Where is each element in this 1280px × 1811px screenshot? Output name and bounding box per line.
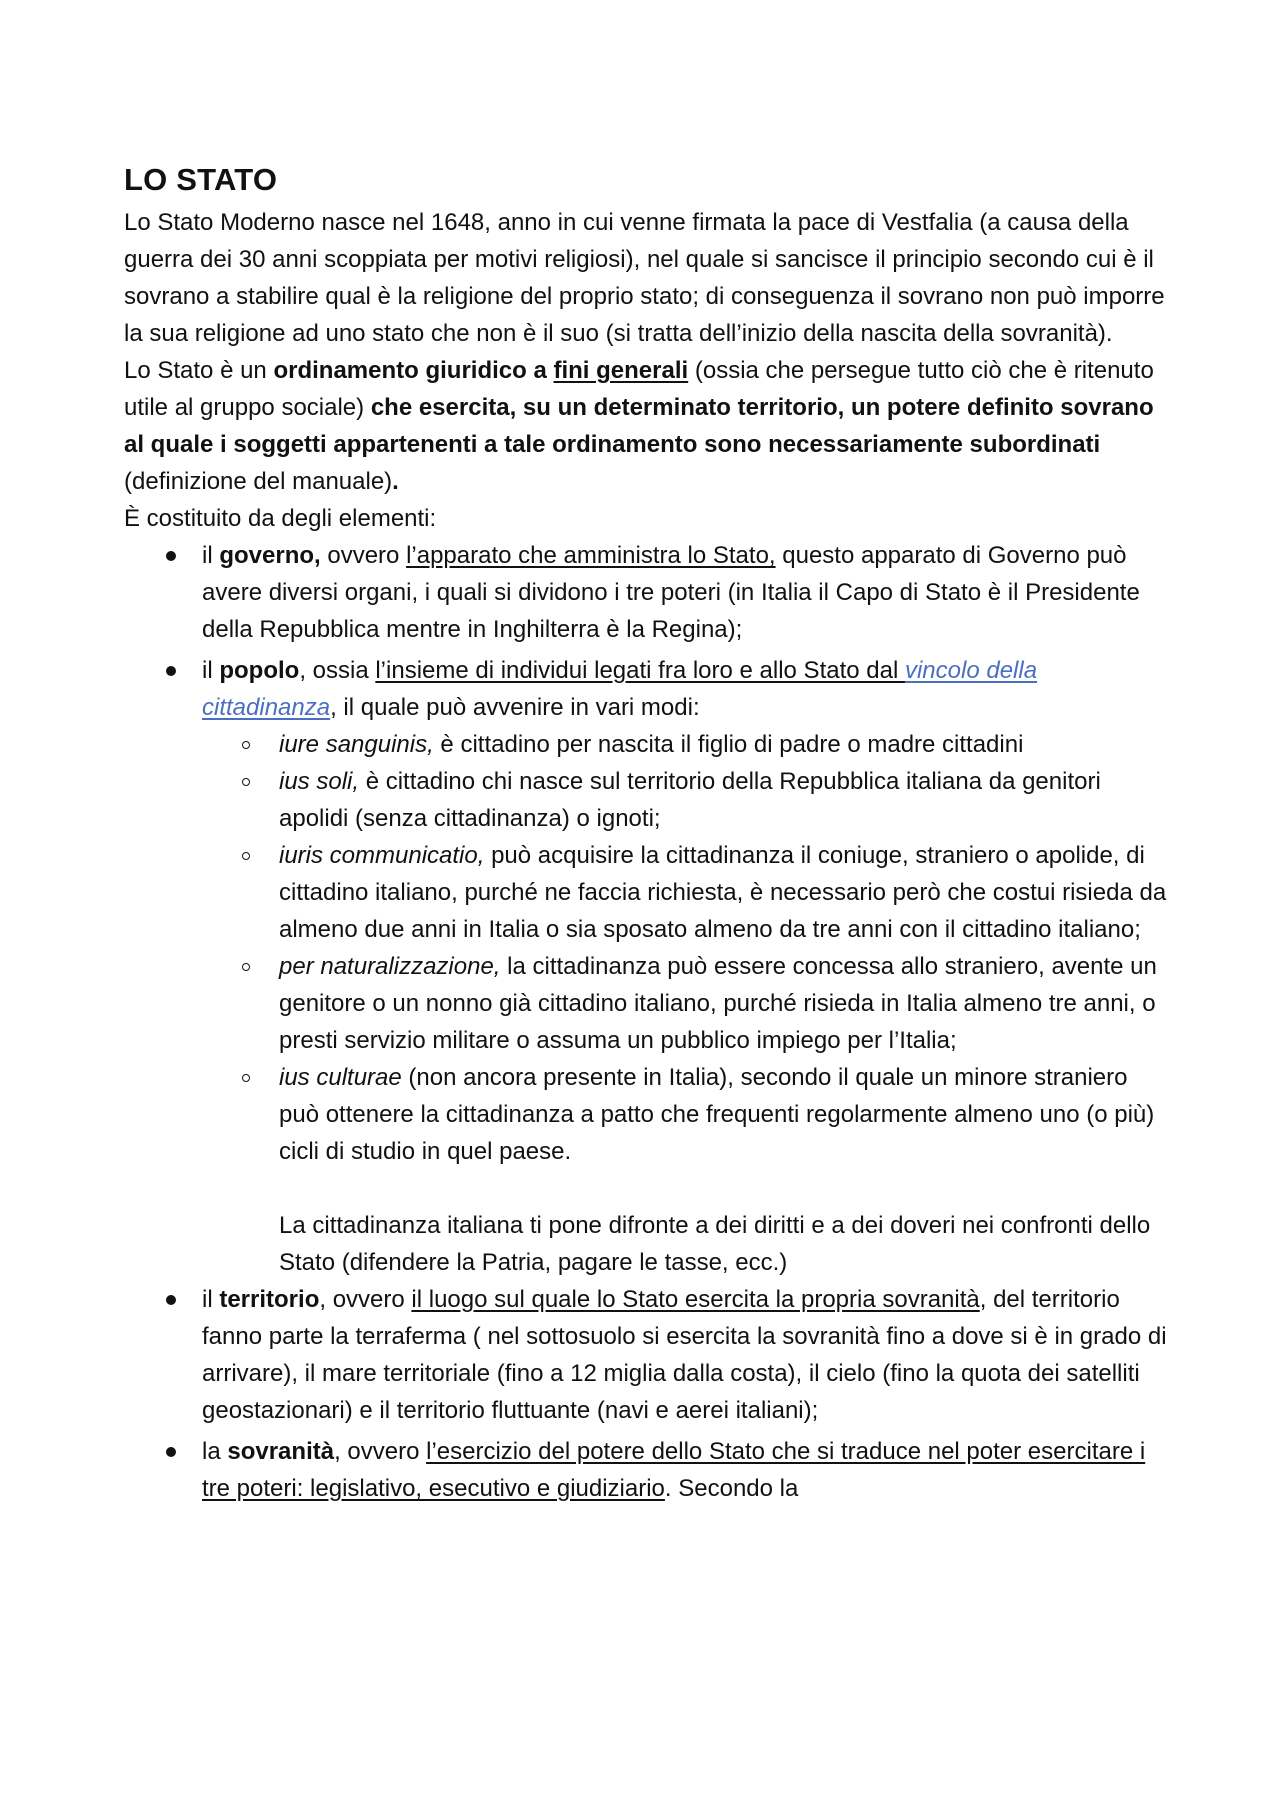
mode-term: per naturalizzazione, xyxy=(279,953,501,980)
mode-item xyxy=(202,1059,1174,1170)
definition-paragraph xyxy=(124,352,1174,500)
page-title: LO STATO xyxy=(124,162,278,197)
circle-bullet-icon xyxy=(242,741,250,749)
bullet-icon xyxy=(166,1447,176,1457)
mode-text: (non ancora presente in Italia), secondo il quale un minore straniero può ottenere la cittadinanza a patto che frequenti regolarmente almeno uno (o più) cicli di studio in quel paese. xyxy=(279,1064,1155,1165)
circle-bullet-icon xyxy=(242,1074,250,1082)
bullet-icon xyxy=(166,1295,176,1305)
mode-text: è cittadino per nascita il figlio di padre o madre cittadini xyxy=(433,731,1024,758)
definition-lead: Lo Stato è un xyxy=(124,357,274,384)
item-text: questo apparato di Governo può avere diversi organi, i quali si dividono i tre poteri (in Italia il Capo di Stato è il Presidente della Repubblica mentre in Inghilterra è la Regina); xyxy=(202,542,1140,643)
definition-term: ordinamento giuridico a xyxy=(273,357,554,384)
definition-source: (definizione del manuale) xyxy=(124,468,393,495)
circle-bullet-icon xyxy=(242,778,250,786)
item-term: sovranità xyxy=(227,1438,335,1465)
mode-term: ius culturae xyxy=(279,1064,402,1091)
bullet-icon xyxy=(166,666,176,676)
item-connector: , ossia xyxy=(299,657,376,684)
circle-bullet-icon xyxy=(242,852,250,860)
document-body xyxy=(124,162,1174,1507)
item-connector: , ovvero xyxy=(334,1438,427,1465)
item-definition: l’insieme di individui legati fra loro e allo Stato dal xyxy=(375,657,905,684)
bullet-icon xyxy=(166,551,176,561)
definition-bold-text: che esercita, su un determinato territorio, un potere definito sovrano al quale i soggetti appartenenti a tale ordinamento sono necessariamente subordinati xyxy=(124,394,1154,458)
item-definition: il luogo sul quale lo Stato esercita la propria sovranità xyxy=(411,1286,980,1313)
mode-item xyxy=(202,726,1174,763)
citizenship-note: La cittadinanza italiana ti pone difronte a dei diritti e a dei doveri nei confronti dello Stato (difendere la Patria, pagare le tasse, ecc.) xyxy=(279,1212,1151,1276)
item-definition: l’esercizio del potere dello Stato che si traduce nel poter esercitare i tre poteri: legislativo, esecutivo e giudiziario xyxy=(202,1438,1146,1502)
mode-term: iure sanguinis, xyxy=(279,731,434,758)
definition-period: . xyxy=(392,468,399,495)
list-item-territorio xyxy=(124,1281,1174,1429)
citizenship-modes-list xyxy=(202,726,1174,1170)
item-term: popolo xyxy=(219,657,300,684)
cittadinanza-link[interactable]: vincolo della cittadinanza xyxy=(202,657,1038,721)
item-term: territorio xyxy=(219,1286,320,1313)
list-item-popolo xyxy=(124,652,1174,1281)
mode-term: iuris communicatio, xyxy=(279,842,485,869)
item-connector: , ovvero xyxy=(319,1286,412,1313)
item-prefix: il xyxy=(202,1286,220,1313)
item-term: governo, xyxy=(219,542,321,569)
mode-term: ius soli, xyxy=(279,768,360,795)
elements-intro: È costituito da degli elementi: xyxy=(124,505,437,532)
mode-item xyxy=(202,837,1174,948)
definition-aside: (ossia che persegue tutto ciò che è ritenuto utile al gruppo sociale) xyxy=(124,357,1154,421)
mode-item xyxy=(202,948,1174,1059)
item-definition: l’apparato che amministra lo Stato, xyxy=(406,542,776,569)
mode-text: può acquisire la cittadinanza il coniuge, straniero o apolide, di cittadino italiano, purché ne faccia richiesta, è necessario però che costui risieda da almeno due anni in Italia o sia sposato almeno da tre anni con il cittadino italiano; xyxy=(279,842,1167,943)
item-prefix: il xyxy=(202,657,220,684)
list-item-governo xyxy=(124,537,1174,648)
elements-list xyxy=(124,537,1174,1507)
list-item-sovranita xyxy=(124,1433,1174,1507)
mode-item xyxy=(202,763,1174,837)
item-text: . Secondo la xyxy=(664,1475,799,1502)
mode-text: è cittadino chi nasce sul territorio della Repubblica italiana da genitori apolidi (senza cittadinanza) o ignoti; xyxy=(279,768,1101,832)
intro-paragraph: Lo Stato Moderno nasce nel 1648, anno in cui venne firmata la pace di Vestfalia (a causa della guerra dei 30 anni scoppiata per motivi religiosi), nel quale si sancisce il principio secondo cui è il sovrano a stabilire qual è la religione del proprio stato; di conseguenza il sovrano non può imporre la sua religione ad uno stato che non è il suo (si tratta dell’inizio della nascita della sovranità). xyxy=(124,209,1165,347)
mode-text: la cittadinanza può essere concessa allo straniero, avente un genitore o un nonno già cittadino italiano, purché risieda in Italia almeno tre anni, o presti servizio militare o assuma un pubblico impiego per l’Italia; xyxy=(279,953,1157,1054)
item-text: , il quale può avvenire in vari modi: xyxy=(330,694,700,721)
definition-term-underlined: fini generali xyxy=(553,357,689,384)
item-prefix: la xyxy=(202,1438,228,1465)
circle-bullet-icon xyxy=(242,963,250,971)
item-text: , del territorio fanno parte la terraferma ( nel sottosuolo si esercita la sovranità fino a dove si è in grado di arrivare), il mare territoriale (fino a 12 miglia dalla costa), il cielo (fino la quota dei satelliti geostazionari) e il territorio fluttuante (navi e aerei italiani); xyxy=(202,1286,1167,1424)
item-connector: ovvero xyxy=(320,542,407,569)
item-prefix: il xyxy=(202,542,220,569)
